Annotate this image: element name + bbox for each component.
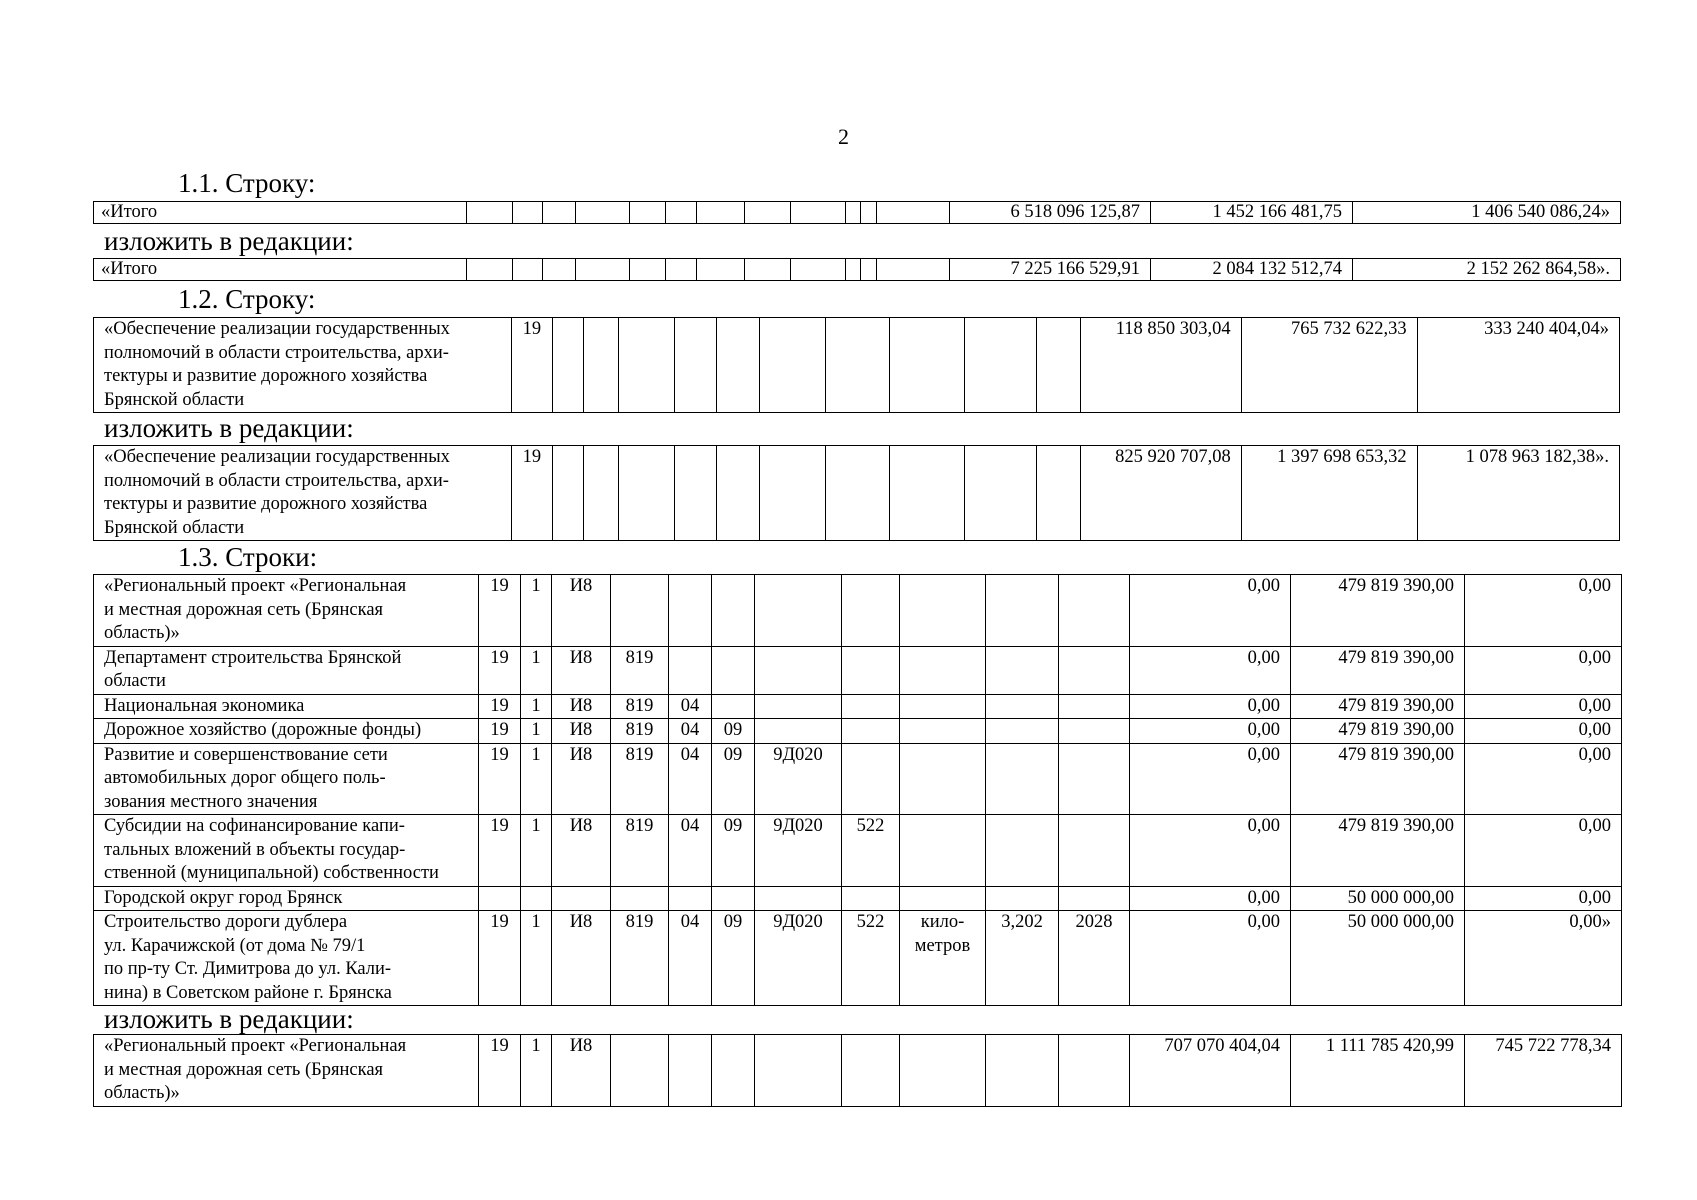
code-cell: 09: [712, 815, 755, 887]
table-row: [94, 446, 1620, 541]
amount-2: 765 732 622,33: [1241, 318, 1417, 413]
code-cell: 9Д020: [755, 911, 842, 1006]
code-cell: И8: [552, 1035, 611, 1107]
code-cell: 819: [611, 646, 669, 694]
table-row: [94, 743, 1622, 815]
code-cell: 19: [479, 911, 521, 1006]
amount-3: 0,00: [1465, 719, 1622, 744]
code-cell: 1: [521, 815, 552, 887]
replace-heading-1-1: изложить в редакции:: [104, 226, 354, 256]
code-cell: 04: [669, 694, 712, 719]
amount-2: 1 397 698 653,32: [1241, 446, 1417, 541]
table-row: [94, 1035, 1622, 1107]
amount-3: 0,00: [1465, 886, 1622, 911]
value-cell: [986, 646, 1059, 694]
code-cell: [552, 886, 611, 911]
amount-3: 0,00: [1465, 575, 1622, 647]
code-cell: 1: [521, 743, 552, 815]
row-label: «Региональный проект «Региональная и местная дорожная сеть (Брянская область)»: [94, 575, 479, 647]
code-cell: 819: [611, 694, 669, 719]
code-cell: [755, 719, 842, 744]
code-cell: 1: [521, 1035, 552, 1107]
code-cell: 19: [479, 743, 521, 815]
code-cell: 04: [669, 719, 712, 744]
amount-2: 479 819 390,00: [1291, 575, 1465, 647]
section-heading-1-2: 1.2. Строку:: [178, 284, 316, 314]
code-cell: 19: [479, 575, 521, 647]
amount-3: 2 152 262 864,58».: [1353, 259, 1621, 281]
amount-2: 479 819 390,00: [1291, 646, 1465, 694]
code-cell: [842, 743, 900, 815]
year-cell: [1059, 815, 1130, 887]
section-heading-1-3: 1.3. Строки:: [178, 542, 318, 572]
code-cell: 1: [521, 646, 552, 694]
unit-cell: [900, 646, 986, 694]
code-cell: 1: [521, 719, 552, 744]
year-cell: [1059, 743, 1130, 815]
section-heading-1-1: 1.1. Строку:: [178, 168, 316, 198]
year-cell: [1059, 694, 1130, 719]
code-cell: [755, 694, 842, 719]
code-cell: 1: [521, 694, 552, 719]
code-cell: 19: [479, 1035, 521, 1107]
amount-1: 0,00: [1130, 694, 1291, 719]
row-label: Департамент строительства Брянской области: [94, 646, 479, 694]
amount-3: 0,00: [1465, 694, 1622, 719]
code-cell: 19: [479, 719, 521, 744]
code-cell: [712, 646, 755, 694]
code-cell: [479, 886, 521, 911]
year-cell: 2028: [1059, 911, 1130, 1006]
row-label: Национальная экономика: [94, 694, 479, 719]
amount-3: 0,00: [1465, 743, 1622, 815]
code-cell: 9Д020: [755, 743, 842, 815]
row-label: «Обеспечение реализации государственных полномочий в области строительства, архи- тектуры и развитие дорожного хозяйства Брянской области: [94, 446, 512, 541]
regional-project-old-table: [93, 574, 1622, 1006]
code-cell: И8: [552, 575, 611, 647]
regional-project-new-table: [93, 1034, 1622, 1107]
amount-1: 0,00: [1130, 886, 1291, 911]
obespechenie-old-table: [93, 317, 1620, 413]
code-cell: 19: [511, 446, 552, 541]
row-label: «Итого: [94, 259, 467, 281]
amount-1: 0,00: [1130, 719, 1291, 744]
code-cell: [842, 694, 900, 719]
code-cell: [669, 646, 712, 694]
code-cell: [669, 886, 712, 911]
table-row: [94, 886, 1622, 911]
amount-1: 0,00: [1130, 911, 1291, 1006]
code-cell: [611, 575, 669, 647]
amount-2: 479 819 390,00: [1291, 815, 1465, 887]
code-cell: [712, 1035, 755, 1107]
code-cell: [842, 886, 900, 911]
amount-1: 0,00: [1130, 575, 1291, 647]
amount-2: 2 084 132 512,74: [1151, 259, 1353, 281]
code-cell: [611, 886, 669, 911]
code-cell: 819: [611, 743, 669, 815]
unit-cell: [900, 815, 986, 887]
code-cell: 819: [611, 719, 669, 744]
code-cell: 522: [842, 815, 900, 887]
table-row: [94, 259, 1621, 281]
row-label: «Обеспечение реализации государственных полномочий в области строительства, архи- тектуры и развитие дорожного хозяйства Брянской области: [94, 318, 512, 413]
code-cell: 09: [712, 743, 755, 815]
row-label: Строительство дороги дублера ул. Карачижской (от дома № 79/1 по пр-ту Ст. Димитрова до ул. Кали- нина) в Советском районе г. Брянска: [94, 911, 479, 1006]
code-cell: [611, 1035, 669, 1107]
code-cell: [669, 1035, 712, 1107]
code-cell: [755, 575, 842, 647]
amount-2: 479 819 390,00: [1291, 719, 1465, 744]
unit-cell: [900, 886, 986, 911]
amount-2: 1 111 785 420,99: [1291, 1035, 1465, 1107]
amount-2: 479 819 390,00: [1291, 743, 1465, 815]
code-cell: И8: [552, 815, 611, 887]
code-cell: 522: [842, 911, 900, 1006]
code-cell: [842, 575, 900, 647]
row-label: Городской округ город Брянск: [94, 886, 479, 911]
year-cell: [1059, 575, 1130, 647]
code-cell: [755, 646, 842, 694]
code-cell: 04: [669, 911, 712, 1006]
amount-1: 6 518 096 125,87: [950, 202, 1151, 224]
code-cell: [712, 694, 755, 719]
code-cell: И8: [552, 719, 611, 744]
code-cell: [712, 575, 755, 647]
year-cell: [1059, 1035, 1130, 1107]
amount-3: 0,00»: [1465, 911, 1622, 1006]
amount-1: 0,00: [1130, 815, 1291, 887]
value-cell: [986, 719, 1059, 744]
unit-cell: кило- метров: [900, 911, 986, 1006]
value-cell: [986, 886, 1059, 911]
replace-heading-1-3: изложить в редакции:: [104, 1004, 354, 1034]
amount-2: 50 000 000,00: [1291, 911, 1465, 1006]
year-cell: [1059, 886, 1130, 911]
amount-3: 0,00: [1465, 646, 1622, 694]
amount-1: 825 920 707,08: [1080, 446, 1241, 541]
code-cell: 1: [521, 911, 552, 1006]
value-cell: [986, 743, 1059, 815]
amount-1: 0,00: [1130, 743, 1291, 815]
code-cell: 819: [611, 815, 669, 887]
amount-1: 118 850 303,04: [1080, 318, 1241, 413]
code-cell: 819: [611, 911, 669, 1006]
code-cell: [842, 719, 900, 744]
table-row: [94, 575, 1622, 647]
value-cell: [986, 694, 1059, 719]
code-cell: 19: [479, 694, 521, 719]
amount-2: 479 819 390,00: [1291, 694, 1465, 719]
unit-cell: [900, 575, 986, 647]
obespechenie-new-table: [93, 445, 1620, 541]
code-cell: [521, 886, 552, 911]
row-label: «Итого: [94, 202, 467, 224]
value-cell: 3,202: [986, 911, 1059, 1006]
amount-3: 745 722 778,34: [1465, 1035, 1622, 1107]
table-row: [94, 318, 1620, 413]
amount-3: 0,00: [1465, 815, 1622, 887]
code-cell: 09: [712, 719, 755, 744]
unit-cell: [900, 743, 986, 815]
year-cell: [1059, 719, 1130, 744]
code-cell: [842, 1035, 900, 1107]
code-cell: И8: [552, 743, 611, 815]
value-cell: [986, 1035, 1059, 1107]
code-cell: 9Д020: [755, 815, 842, 887]
amount-1: 0,00: [1130, 646, 1291, 694]
amount-3: 333 240 404,04»: [1417, 318, 1619, 413]
row-label: Развитие и совершенствование сети автомобильных дорог общего поль- зования местного значения: [94, 743, 479, 815]
value-cell: [986, 815, 1059, 887]
code-cell: 19: [511, 318, 552, 413]
amount-1: 707 070 404,04: [1130, 1035, 1291, 1107]
code-cell: [842, 646, 900, 694]
amount-1: 7 225 166 529,91: [950, 259, 1151, 281]
code-cell: [755, 1035, 842, 1107]
row-label: Субсидии на софинансирование капи- тальных вложений в объекты государ- ственной (муниципальной) собственности: [94, 815, 479, 887]
value-cell: [986, 575, 1059, 647]
code-cell: И8: [552, 694, 611, 719]
table-row: [94, 694, 1622, 719]
unit-cell: [900, 1035, 986, 1107]
code-cell: [669, 575, 712, 647]
code-cell: [712, 886, 755, 911]
code-cell: 19: [479, 815, 521, 887]
page-number: 2: [838, 124, 849, 149]
code-cell: И8: [552, 911, 611, 1006]
itogo-old-table: [93, 201, 1621, 224]
code-cell: И8: [552, 646, 611, 694]
row-label: «Региональный проект «Региональная и местная дорожная сеть (Брянская область)»: [94, 1035, 479, 1107]
amount-3: 1 406 540 086,24»: [1353, 202, 1621, 224]
table-row: [94, 815, 1622, 887]
row-label: Дорожное хозяйство (дорожные фонды): [94, 719, 479, 744]
table-row: [94, 719, 1622, 744]
code-cell: 1: [521, 575, 552, 647]
unit-cell: [900, 694, 986, 719]
itogo-new-table: [93, 258, 1621, 281]
code-cell: [755, 886, 842, 911]
table-row: [94, 911, 1622, 1006]
unit-cell: [900, 719, 986, 744]
code-cell: 09: [712, 911, 755, 1006]
code-cell: 19: [479, 646, 521, 694]
code-cell: 04: [669, 743, 712, 815]
year-cell: [1059, 646, 1130, 694]
replace-heading-1-2: изложить в редакции:: [104, 413, 354, 443]
amount-2: 1 452 166 481,75: [1151, 202, 1353, 224]
code-cell: 04: [669, 815, 712, 887]
table-row: [94, 646, 1622, 694]
amount-2: 50 000 000,00: [1291, 886, 1465, 911]
amount-3: 1 078 963 182,38».: [1417, 446, 1619, 541]
table-row: [94, 202, 1621, 224]
